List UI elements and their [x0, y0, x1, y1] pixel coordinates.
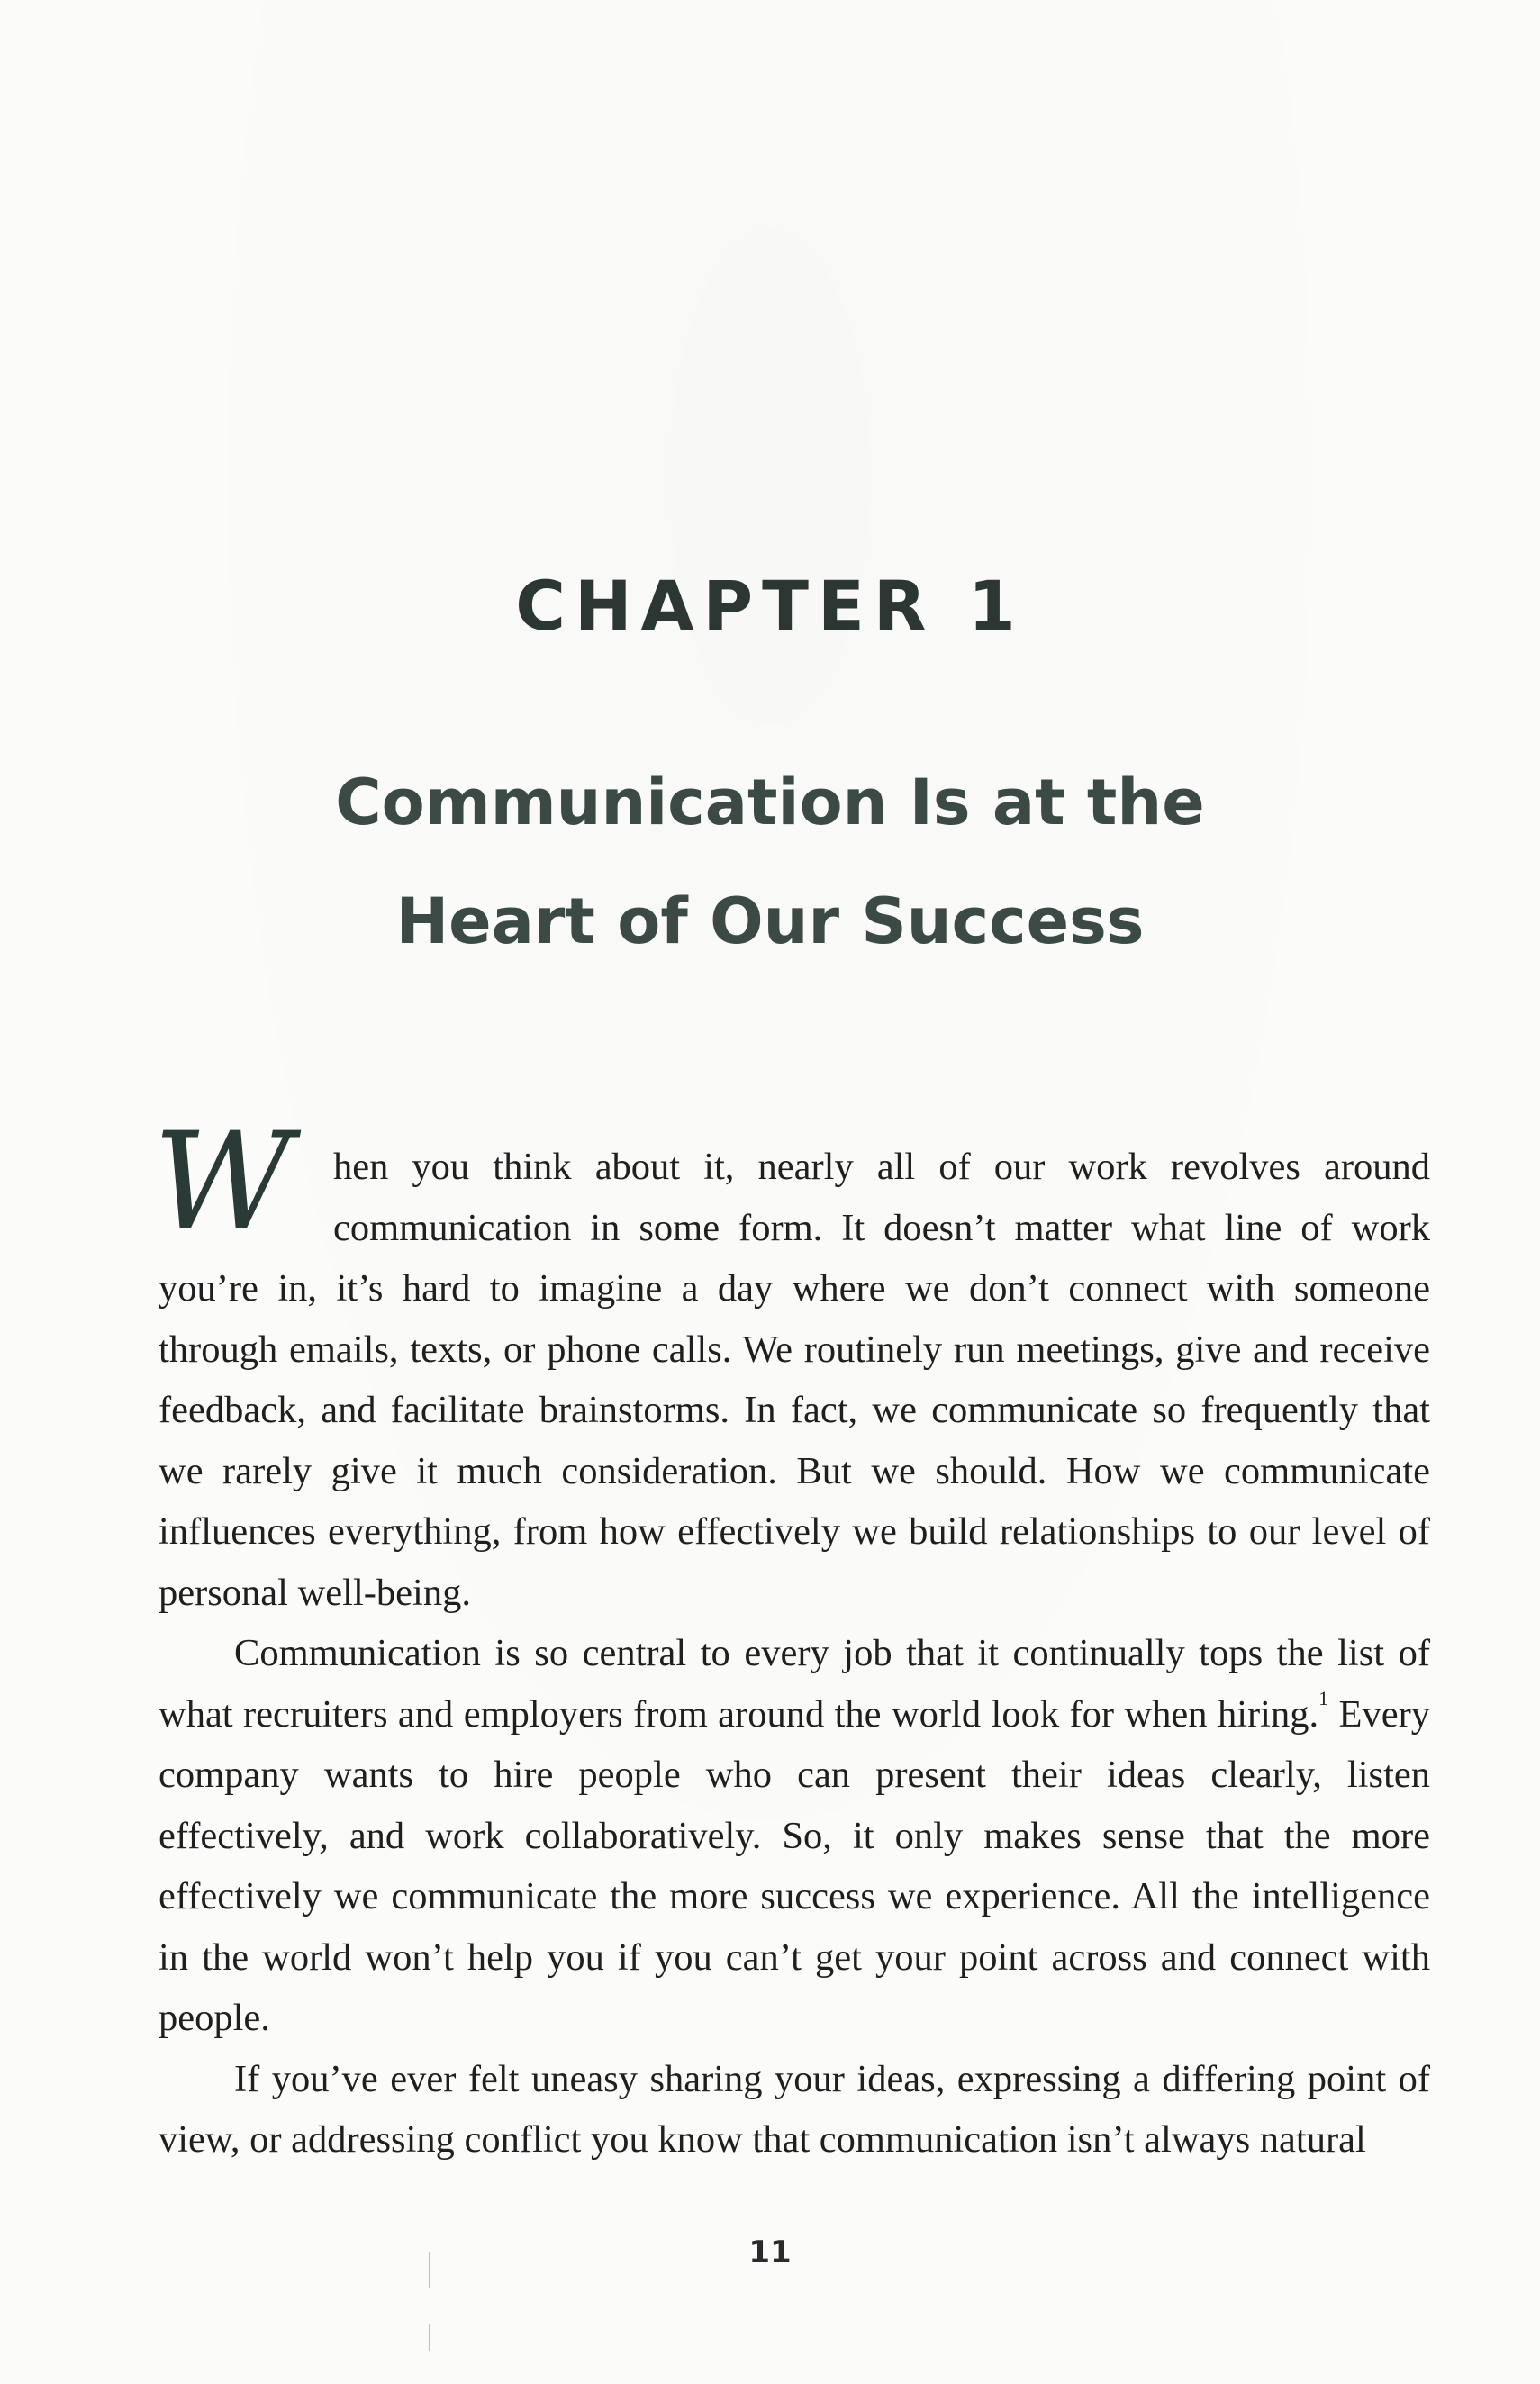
paragraph-2-text-start: Communication is so central to every job that it continually tops the list of what recruiters and employers from around the world look for when hiring.	[159, 1632, 1430, 1736]
paragraph-2	[159, 1623, 1430, 2049]
paragraph-1-text: hen you think about it, nearly all of our work revolves around communication in some form. It doesn’t matter what line of work you’re in, it’s hard to imagine a day where we don’t connect with someone through emails, texts, or phone calls. We routinely run meetings, give and receive feedback, and facilitate brainstorms. In fact, we communicate so frequently that we rarely give it much consideration. But we should. How we communicate influences everything, from how effectively we build relationships to our level of personal well-being.	[159, 1146, 1430, 1614]
paragraph-1	[153, 1104, 1430, 1623]
paragraph-3	[159, 2049, 1430, 2171]
paragraph-2-text-end: Every company wants to hire people who can present their ideas clearly, listen effectively, and work collaboratively. So, it only makes sense that the more effectively we communicate the more success we experience. All the intelligence in the world won’t help you if you can’t get your point across and connect with people.	[159, 1692, 1431, 2039]
page-number: 11	[748, 2234, 792, 2271]
chapter-title-line-2: Heart of Our Success	[395, 884, 1145, 958]
scan-artifact-line	[429, 2252, 430, 2288]
chapter-title-line-1: Communication Is at the	[335, 766, 1205, 839]
chapter-label: CHAPTER 1	[515, 566, 1025, 646]
body-text	[153, 1104, 1431, 2171]
scan-artifact-line	[429, 2324, 430, 2351]
drop-cap: W	[153, 1104, 293, 1261]
chapter-title	[0, 743, 1540, 981]
paragraph-3-text: If you’ve ever felt uneasy sharing your ideas, expressing a differing point of view, or addressing conflict you know that communication isn’t always natural	[159, 2057, 1430, 2161]
footnote-marker[interactable]: 1	[1318, 1686, 1329, 1709]
